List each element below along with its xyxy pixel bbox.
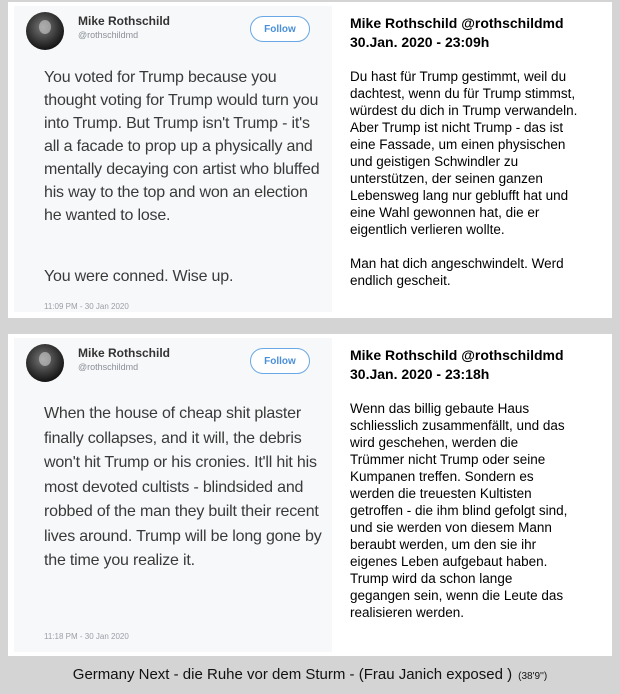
tweet-line: into Trump. But Trump isn't Trump - it's: [44, 115, 310, 132]
follow-button[interactable]: Follow: [250, 348, 310, 374]
translation-line: würdest du dich in Trump verwandeln.: [350, 103, 578, 118]
translation-title: Mike Rothschild @rothschildmd: [350, 347, 564, 363]
author-name[interactable]: Mike Rothschild: [78, 346, 171, 360]
translation-body: [350, 68, 612, 289]
translation-line: getroffen - die ihm blind gefolgt sind,: [350, 503, 568, 518]
tweet-line: thought voting for Trump would turn you: [44, 92, 319, 109]
tweet-line: he wanted to lose.: [44, 207, 171, 224]
translation-line: Aber Trump ist nicht Trump - das ist: [350, 120, 564, 135]
tweet-line: finally collapses, and it will, the debris: [44, 429, 302, 447]
translation-line: Lebensweg lang nur geblufft hat und: [350, 188, 569, 203]
video-caption: [0, 666, 620, 688]
tweet-line: most devoted cultists - blindsided and: [44, 478, 304, 496]
translation-line: Trump wird da schon lange: [350, 571, 513, 586]
author-handle[interactable]: @rothschildmd: [78, 362, 139, 372]
follow-button[interactable]: Follow: [250, 16, 310, 42]
tweet-line: his way to the top and won an election: [44, 184, 308, 201]
tweet-line: robbed of the man they built their recent: [44, 503, 319, 520]
translation-line: Kumpanen treffen. Sondern es: [350, 469, 534, 484]
avatar[interactable]: [26, 12, 64, 50]
avatar[interactable]: [26, 344, 64, 382]
translation-line: wird geschehen, werden die: [350, 435, 519, 450]
tweet-line: You voted for Trump because you: [44, 69, 277, 86]
translation-line: eine Fassade, um einen physischen: [350, 137, 566, 152]
author-name[interactable]: Mike Rothschild: [78, 14, 171, 28]
tweet-text: [44, 66, 330, 227]
author-handle[interactable]: @rothschildmd: [78, 30, 139, 40]
tweet-timestamp[interactable]: 11:18 PM - 30 Jan 2020: [44, 632, 129, 641]
tweet-line: lives around. Trump will be long gone by: [44, 527, 322, 545]
translation-title: Mike Rothschild @rothschildmd: [350, 15, 564, 31]
tweet-closing-line: You were conned. Wise up.: [44, 268, 234, 285]
translation-line: unterstützen, der seinen ganzen: [350, 171, 543, 186]
translation-body: [350, 400, 612, 621]
translation-line: realisieren werden.: [350, 605, 465, 620]
tweet-line: the time you realize it.: [44, 552, 195, 569]
translation-line: werden die treuesten Kultisten: [350, 486, 532, 501]
translation-line: und geistigen Schwindler zu: [350, 154, 519, 169]
tweet-line: won't hit Trump or his cronies. It'll hit his: [44, 454, 317, 471]
tweet-text: [44, 402, 330, 574]
translation-block: [350, 346, 612, 621]
tweet-line: When the house of cheap shit plaster: [44, 405, 301, 422]
tweet-line: mentally decaying con artist who bluffed: [44, 161, 320, 178]
tweet-panel-1: [8, 2, 612, 318]
tweet-timestamp[interactable]: 11:09 PM - 30 Jan 2020: [44, 302, 129, 311]
translation-line: eine Wahl gewonnen hat, die er: [350, 205, 540, 220]
tweet-card: [14, 6, 332, 312]
translation-line: dachtest, wenn du für Trump stimmst,: [350, 86, 576, 101]
paragraph-gap: [350, 238, 612, 255]
translation-closing-line: Man hat dich angeschwindelt. Werd: [350, 256, 564, 271]
translation-line: Du hast für Trump gestimmt, weil du: [350, 69, 567, 84]
tweet-card: [14, 338, 332, 652]
translation-line: Trümmer nicht Trump oder seine: [350, 452, 546, 467]
caption-duration: (38'9''): [518, 671, 548, 682]
tweet-line: all a facade to prop up a physically and: [44, 138, 313, 155]
translation-line: Wenn das billig gebaute Haus: [350, 401, 530, 416]
translation-date: 30.Jan. 2020 - 23:18h: [350, 366, 490, 382]
translation-line: eigentlich verlieren wollte.: [350, 222, 505, 237]
translation-line: gegangen sein, wenn die Leute das: [350, 588, 564, 603]
translation-line: und sie werden von diesem Mann: [350, 520, 552, 535]
caption-title: Germany Next - die Ruhe vor dem Sturm - (Frau Janich exposed ): [72, 666, 513, 683]
translation-line: beraubt werden, um den sie ihr: [350, 537, 537, 552]
translation-block: [350, 14, 612, 289]
translation-date: 30.Jan. 2020 - 23:09h: [350, 34, 490, 50]
translation-line: schliesslich zusammenfällt, und das: [350, 418, 565, 433]
tweet-panel-2: [8, 334, 612, 656]
translation-line: eigenes Leben aufgebaut haben.: [350, 554, 548, 569]
translation-closing-line: endlich gescheit.: [350, 273, 451, 288]
